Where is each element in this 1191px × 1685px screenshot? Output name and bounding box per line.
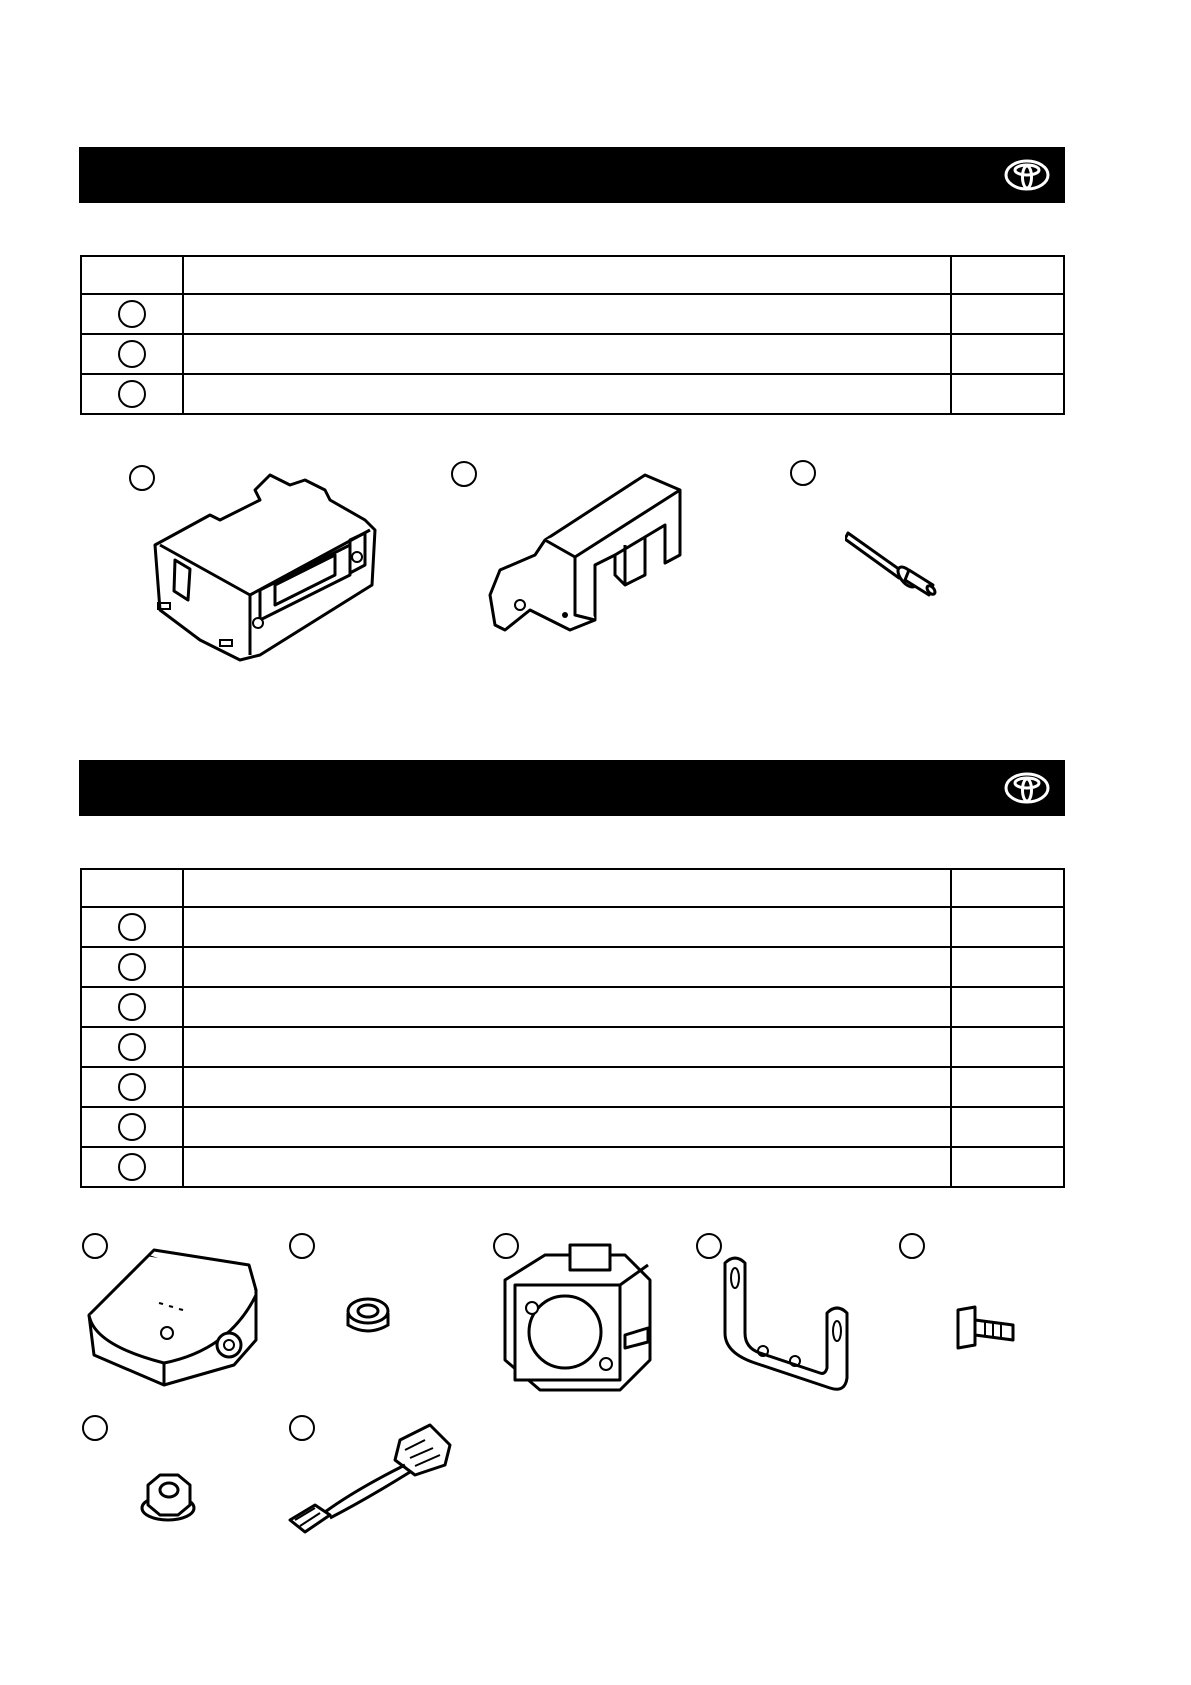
header-description bbox=[183, 256, 951, 294]
sensor-unit-icon bbox=[84, 1245, 264, 1390]
item-number-circle bbox=[118, 953, 146, 981]
table-header-row bbox=[81, 256, 1064, 294]
header-no bbox=[81, 869, 183, 907]
item-number-circle bbox=[118, 993, 146, 1021]
bolt-icon bbox=[955, 1305, 1020, 1355]
callout-circle bbox=[82, 1415, 108, 1441]
item-description bbox=[183, 1147, 951, 1187]
table-row bbox=[81, 294, 1064, 334]
item-qty bbox=[951, 987, 1064, 1027]
item-description bbox=[183, 947, 951, 987]
item-number-circle bbox=[118, 1073, 146, 1101]
item-qty bbox=[951, 374, 1064, 414]
callout-circle bbox=[899, 1233, 925, 1259]
item-description bbox=[183, 374, 951, 414]
control-module-icon bbox=[150, 465, 385, 665]
item-number-circle bbox=[118, 1113, 146, 1141]
table-header-row bbox=[81, 869, 1064, 907]
table-row bbox=[81, 1147, 1064, 1187]
item-qty bbox=[951, 947, 1064, 987]
callout-circle bbox=[289, 1233, 315, 1259]
table-row bbox=[81, 1027, 1064, 1067]
section-1-header-bar bbox=[79, 147, 1065, 203]
item-number-circle bbox=[118, 1033, 146, 1061]
item-description bbox=[183, 987, 951, 1027]
item-qty bbox=[951, 1027, 1064, 1067]
item-description bbox=[183, 1027, 951, 1067]
bushing-icon bbox=[343, 1293, 393, 1337]
item-number-circle bbox=[118, 1153, 146, 1181]
table-row bbox=[81, 1067, 1064, 1107]
item-description bbox=[183, 334, 951, 374]
callout-circle bbox=[451, 461, 477, 487]
toyota-emblem-icon bbox=[1003, 159, 1051, 191]
header-qty bbox=[951, 256, 1064, 294]
table-row bbox=[81, 947, 1064, 987]
siren-icon bbox=[500, 1240, 655, 1395]
callout-circle bbox=[790, 460, 816, 486]
u-bracket-icon bbox=[715, 1253, 865, 1393]
table-row bbox=[81, 907, 1064, 947]
item-description bbox=[183, 294, 951, 334]
item-number-circle bbox=[118, 380, 146, 408]
item-description bbox=[183, 1107, 951, 1147]
mounting-bracket-icon bbox=[485, 465, 685, 650]
item-qty bbox=[951, 334, 1064, 374]
section-2-header-bar bbox=[79, 760, 1065, 816]
item-description bbox=[183, 1067, 951, 1107]
header-description bbox=[183, 869, 951, 907]
toyota-emblem-icon bbox=[1003, 772, 1051, 804]
header-no bbox=[81, 256, 183, 294]
item-number-circle bbox=[118, 340, 146, 368]
table-row bbox=[81, 987, 1064, 1027]
item-qty bbox=[951, 1147, 1064, 1187]
section-2-parts-table bbox=[80, 868, 1065, 1188]
wire-harness-icon bbox=[285, 1420, 460, 1535]
item-qty bbox=[951, 294, 1064, 334]
table-row bbox=[81, 374, 1064, 414]
item-number-circle bbox=[118, 300, 146, 328]
header-qty bbox=[951, 869, 1064, 907]
flange-nut-icon bbox=[138, 1470, 198, 1525]
section-1-parts-table bbox=[80, 255, 1065, 415]
item-qty bbox=[951, 907, 1064, 947]
item-number-circle bbox=[118, 913, 146, 941]
item-qty bbox=[951, 1107, 1064, 1147]
rivet-icon bbox=[845, 530, 955, 605]
item-description bbox=[183, 907, 951, 947]
table-row bbox=[81, 334, 1064, 374]
item-qty bbox=[951, 1067, 1064, 1107]
table-row bbox=[81, 1107, 1064, 1147]
